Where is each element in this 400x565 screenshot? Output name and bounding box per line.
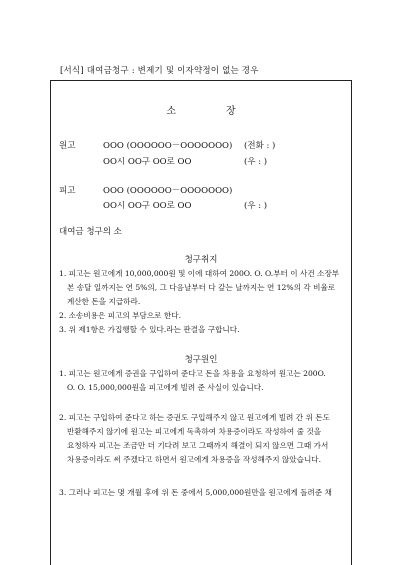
claim-purpose-heading: 청구취지 — [184, 255, 218, 265]
claim-cause-line: 차용증이라도 써 주겠다고 하면서 원고에게 차용증을 작성해주지 않았습니다. — [67, 455, 322, 464]
defendant-address: OO시 OO구 OO로 OO — [103, 201, 192, 211]
plaintiff-address: OO시 OO구 OO로 OO — [103, 157, 192, 167]
claim-purpose-line: 1. 피고는 원고에게 10,000,000원 및 이에 대하여 200O. O. O.부터 이 사건 소장부 — [59, 269, 340, 278]
claim-cause-line: 1. 피고는 원고에게 증권을 구입하여 준다고 돈을 차용을 요청하여 원고는 200O. — [59, 369, 326, 378]
defendant-zip: (우 : ) — [244, 201, 268, 211]
plaintiff-zip: (우 : ) — [244, 157, 268, 167]
form-caption: [서식] 대여금청구 : 변제기 및 이자약정이 없는 경우 — [60, 66, 259, 76]
plaintiff-phone: (전화 : ) — [244, 141, 276, 151]
case-name: 대여금 청구의 소 — [59, 227, 122, 237]
claim-cause-line: O. O. 15,000,000원을 피고에게 빌려 준 사실이 있습니다. — [67, 383, 264, 392]
complaint-document — [50, 80, 352, 565]
claim-purpose-line: 3. 위 제1항은 가집행할 수 있다.라는 판결을 구합니다. — [59, 325, 240, 334]
plaintiff-name-id: OOO (OOOOOO－OOOOOOO) — [103, 141, 233, 151]
claim-cause-line: 요청하자 피고는 조금만 더 기다려 보고 그때까지 해결이 되지 않으면 그때 가서 — [67, 441, 329, 450]
plaintiff-label: 원고 — [59, 141, 76, 151]
claim-cause-heading: 청구원인 — [184, 355, 218, 365]
title-left: 소 — [166, 106, 176, 117]
claim-purpose-line: 2. 소송비용은 피고의 부담으로 한다. — [59, 311, 182, 320]
claim-cause-para-2 — [59, 411, 345, 467]
defendant-label: 피고 — [59, 186, 76, 196]
claim-cause-para-3 — [59, 486, 345, 500]
claim-purpose-line: 본 송달 일까지는 연 5%의, 그 다음날부터 다 갚는 날까지는 연 12%의 각 비율로 — [67, 283, 336, 292]
title-right: 장 — [226, 106, 236, 117]
claim-cause-line: 2. 피고는 구입하여 준다고 하는 증권도 구입해주지 않고 원고에게 빌려 간 위 돈도 — [59, 413, 330, 422]
claim-purpose-body — [59, 267, 345, 337]
claim-cause-para-1 — [59, 367, 345, 395]
defendant-name-id: OOO (OOOOOO－OOOOOOO) — [103, 186, 233, 196]
claim-cause-line: 3. 그러나 피고는 몇 개월 후에 위 돈 중에서 5,000,000원만을 원고에게 돌려준 채 — [59, 488, 332, 497]
claim-purpose-line: 계산한 돈을 지급하라. — [67, 297, 141, 306]
document-title — [51, 102, 351, 117]
claim-cause-line: 반환해주지 않기에 원고는 피고에게 독촉하여 차용증이라도 작성하여 줄 것을 — [67, 427, 322, 436]
